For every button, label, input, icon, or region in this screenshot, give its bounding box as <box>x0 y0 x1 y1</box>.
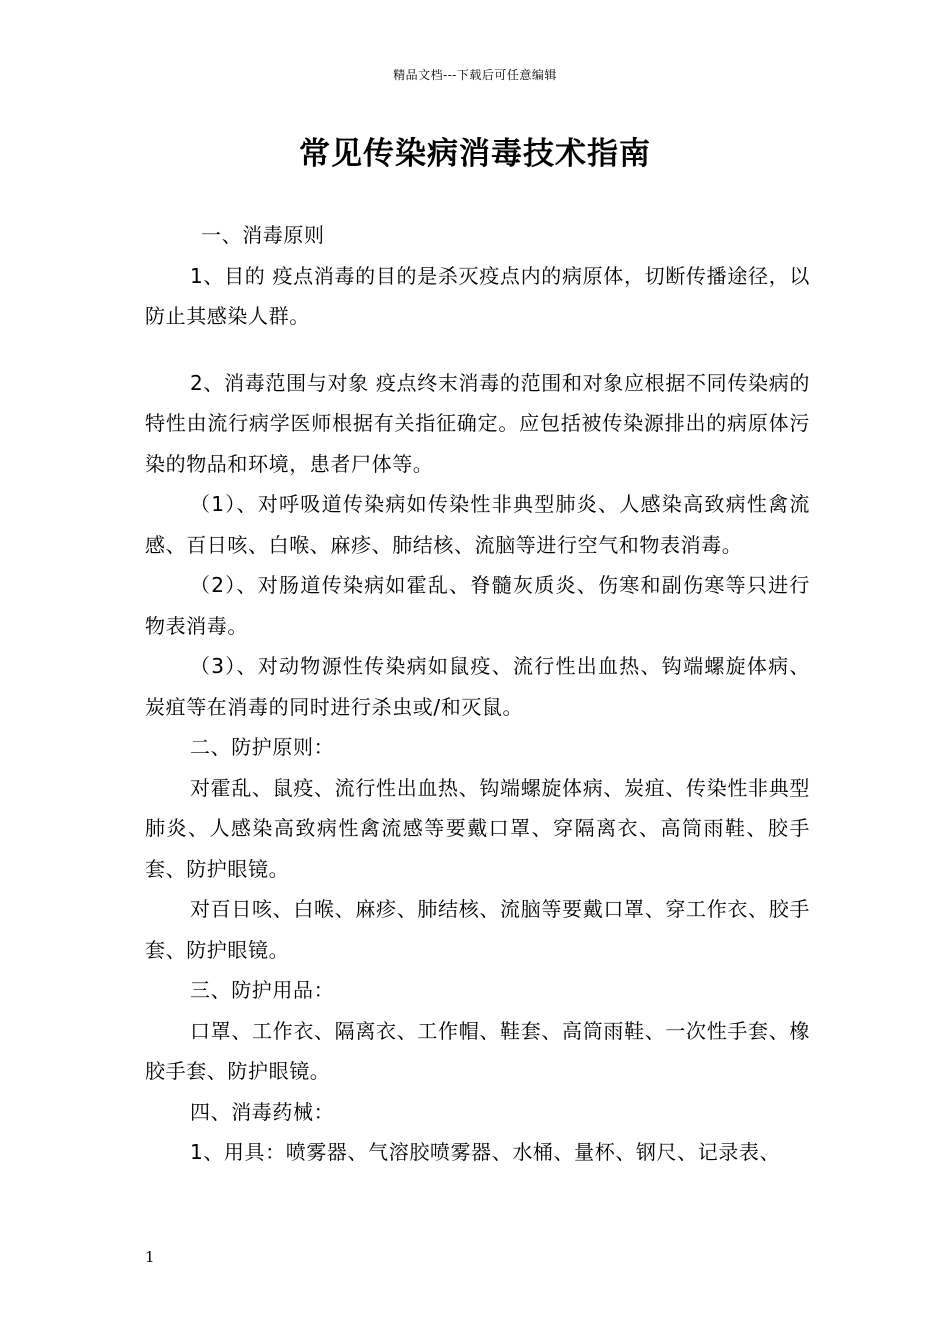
section-heading-protection-principles: 二、防护原则： <box>190 735 335 759</box>
paragraph-protection-group-2: 对百日咳、白喉、麻疹、肺结核、流脑等要戴口罩、穿工作衣、胶手套、防护眼镜。 <box>145 897 810 962</box>
header-note: 精品文档---下载后可任意编辑 <box>393 68 557 82</box>
page-number: 1 <box>145 1248 155 1266</box>
section-heading-protective-equipment: 三、防护用品： <box>190 978 335 1002</box>
paragraph-scope: 2、消毒范围与对象 疫点终末消毒的范围和对象应根据不同传染病的特性由流行病学医师根据有关指征确定。应包括被传染源排出的病原体污染的物品和环境，患者尸体等。 <box>145 370 810 476</box>
paragraph-equipment-list: 口罩、工作衣、隔离衣、工作帽、鞋套、高筒雨鞋、一次性手套、橡胶手套、防护眼镜。 <box>145 1018 810 1083</box>
paragraph-zoonotic: （3）、对动物源性传染病如鼠疫、流行性出血热、钩端螺旋体病、炭疽等在消毒的同时进行杀虫或/和灭鼠。 <box>145 654 810 719</box>
paragraph-purpose: 1、目的 疫点消毒的目的是杀灭疫点内的病原体，切断传播途径，以防止其感染人群。 <box>145 263 810 328</box>
section-heading-disinfection-tools: 四、消毒药械： <box>190 1099 335 1124</box>
section-heading-disinfection-principles: 一、消毒原则 <box>201 223 325 247</box>
paragraph-intestinal: （2）、对肠道传染病如霍乱、脊髓灰质炎、伤寒和副伤寒等只进行物表消毒。 <box>145 573 810 638</box>
paragraph-protection-group-1: 对霍乱、鼠疫、流行性出血热、钩端螺旋体病、炭疽、传染性非典型肺炎、人感染高致病性禽流感等要戴口罩、穿隔离衣、高筒雨鞋、胶手套、防护眼镜。 <box>145 775 810 881</box>
document-title: 常见传染病消毒技术指南 <box>299 136 651 172</box>
paragraph-tools-list: 1、用具：喷雾器、气溶胶喷雾器、水桶、量杯、钢尺、记录表、 <box>190 1140 781 1164</box>
paragraph-respiratory: （1）、对呼吸道传染病如传染性非典型肺炎、人感染高致病性禽流感、百日咳、白喉、麻疹、肺结核、流脑等进行空气和物表消毒。 <box>145 492 810 557</box>
document-body <box>145 215 810 1173</box>
